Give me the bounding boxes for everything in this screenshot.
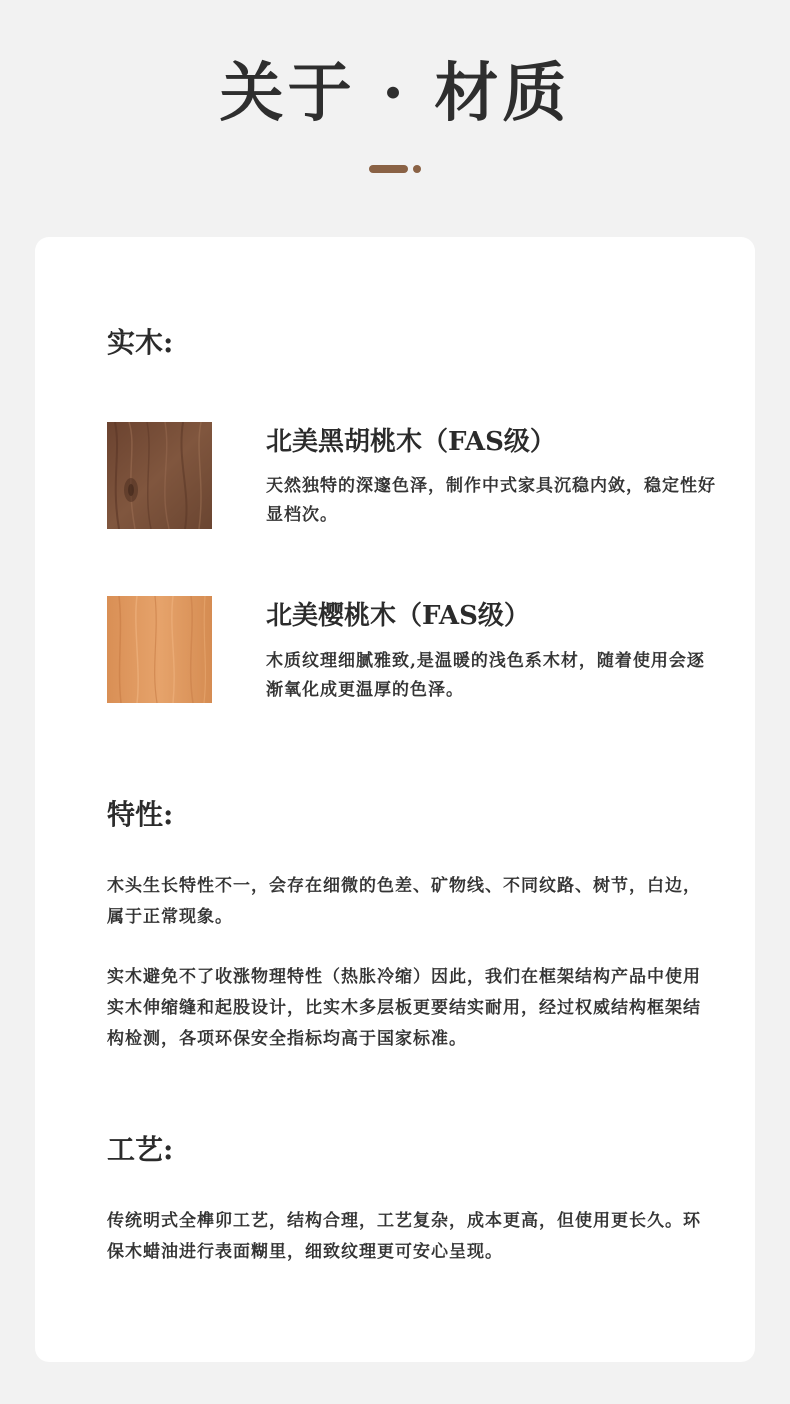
section-heading-craft: 工艺:: [107, 1133, 174, 1166]
cherry-wood-texture-icon: [107, 596, 212, 703]
craft-paragraph-1: 传统明式全榫卯工艺，结构合理，工艺复杂，成本更高，但使用更长久。环保木蜡油进行表面糊里，细致纹理更可安心呈现。: [107, 1211, 701, 1262]
section-heading-solid-wood: 实木:: [107, 326, 174, 359]
page-title: 关于 · 材质: [219, 56, 571, 131]
properties-paragraph-1: 木头生长特性不一，会存在细微的色差、矿物线、不同纹路、树节，白边，属于正常现象。: [107, 876, 701, 927]
material-name-walnut: 北美黑胡桃木（FAS级）: [266, 427, 556, 457]
material-name-cherry: 北美樱桃木（FAS级）: [266, 601, 530, 631]
content-card: [35, 237, 755, 1362]
material-desc-walnut: 天然独特的深邃色泽，制作中式家具沉稳内敛，稳定性好显档次。: [266, 476, 716, 525]
section-heading-properties: 特性:: [107, 798, 174, 831]
walnut-wood-swatch: [107, 422, 212, 529]
title-divider-bar: [369, 165, 408, 173]
walnut-wood-texture-icon: [107, 422, 212, 529]
title-divider-dot: [413, 165, 421, 173]
title-divider: [369, 165, 425, 173]
cherry-wood-swatch: [107, 596, 212, 703]
properties-paragraph-2: 实木避免不了收涨物理特性（热胀冷缩）因此，我们在框架结构产品中使用实木伸缩缝和起股设计，比实木多层板更要结实耐用，经过权威结构框架结构检测，各项环保安全指标均高于国家标准。: [107, 967, 701, 1049]
material-desc-cherry: 木质纹理细腻雅致,是温暖的浅色系木材，随着使用会逐渐氧化成更温厚的色泽。: [266, 651, 705, 700]
